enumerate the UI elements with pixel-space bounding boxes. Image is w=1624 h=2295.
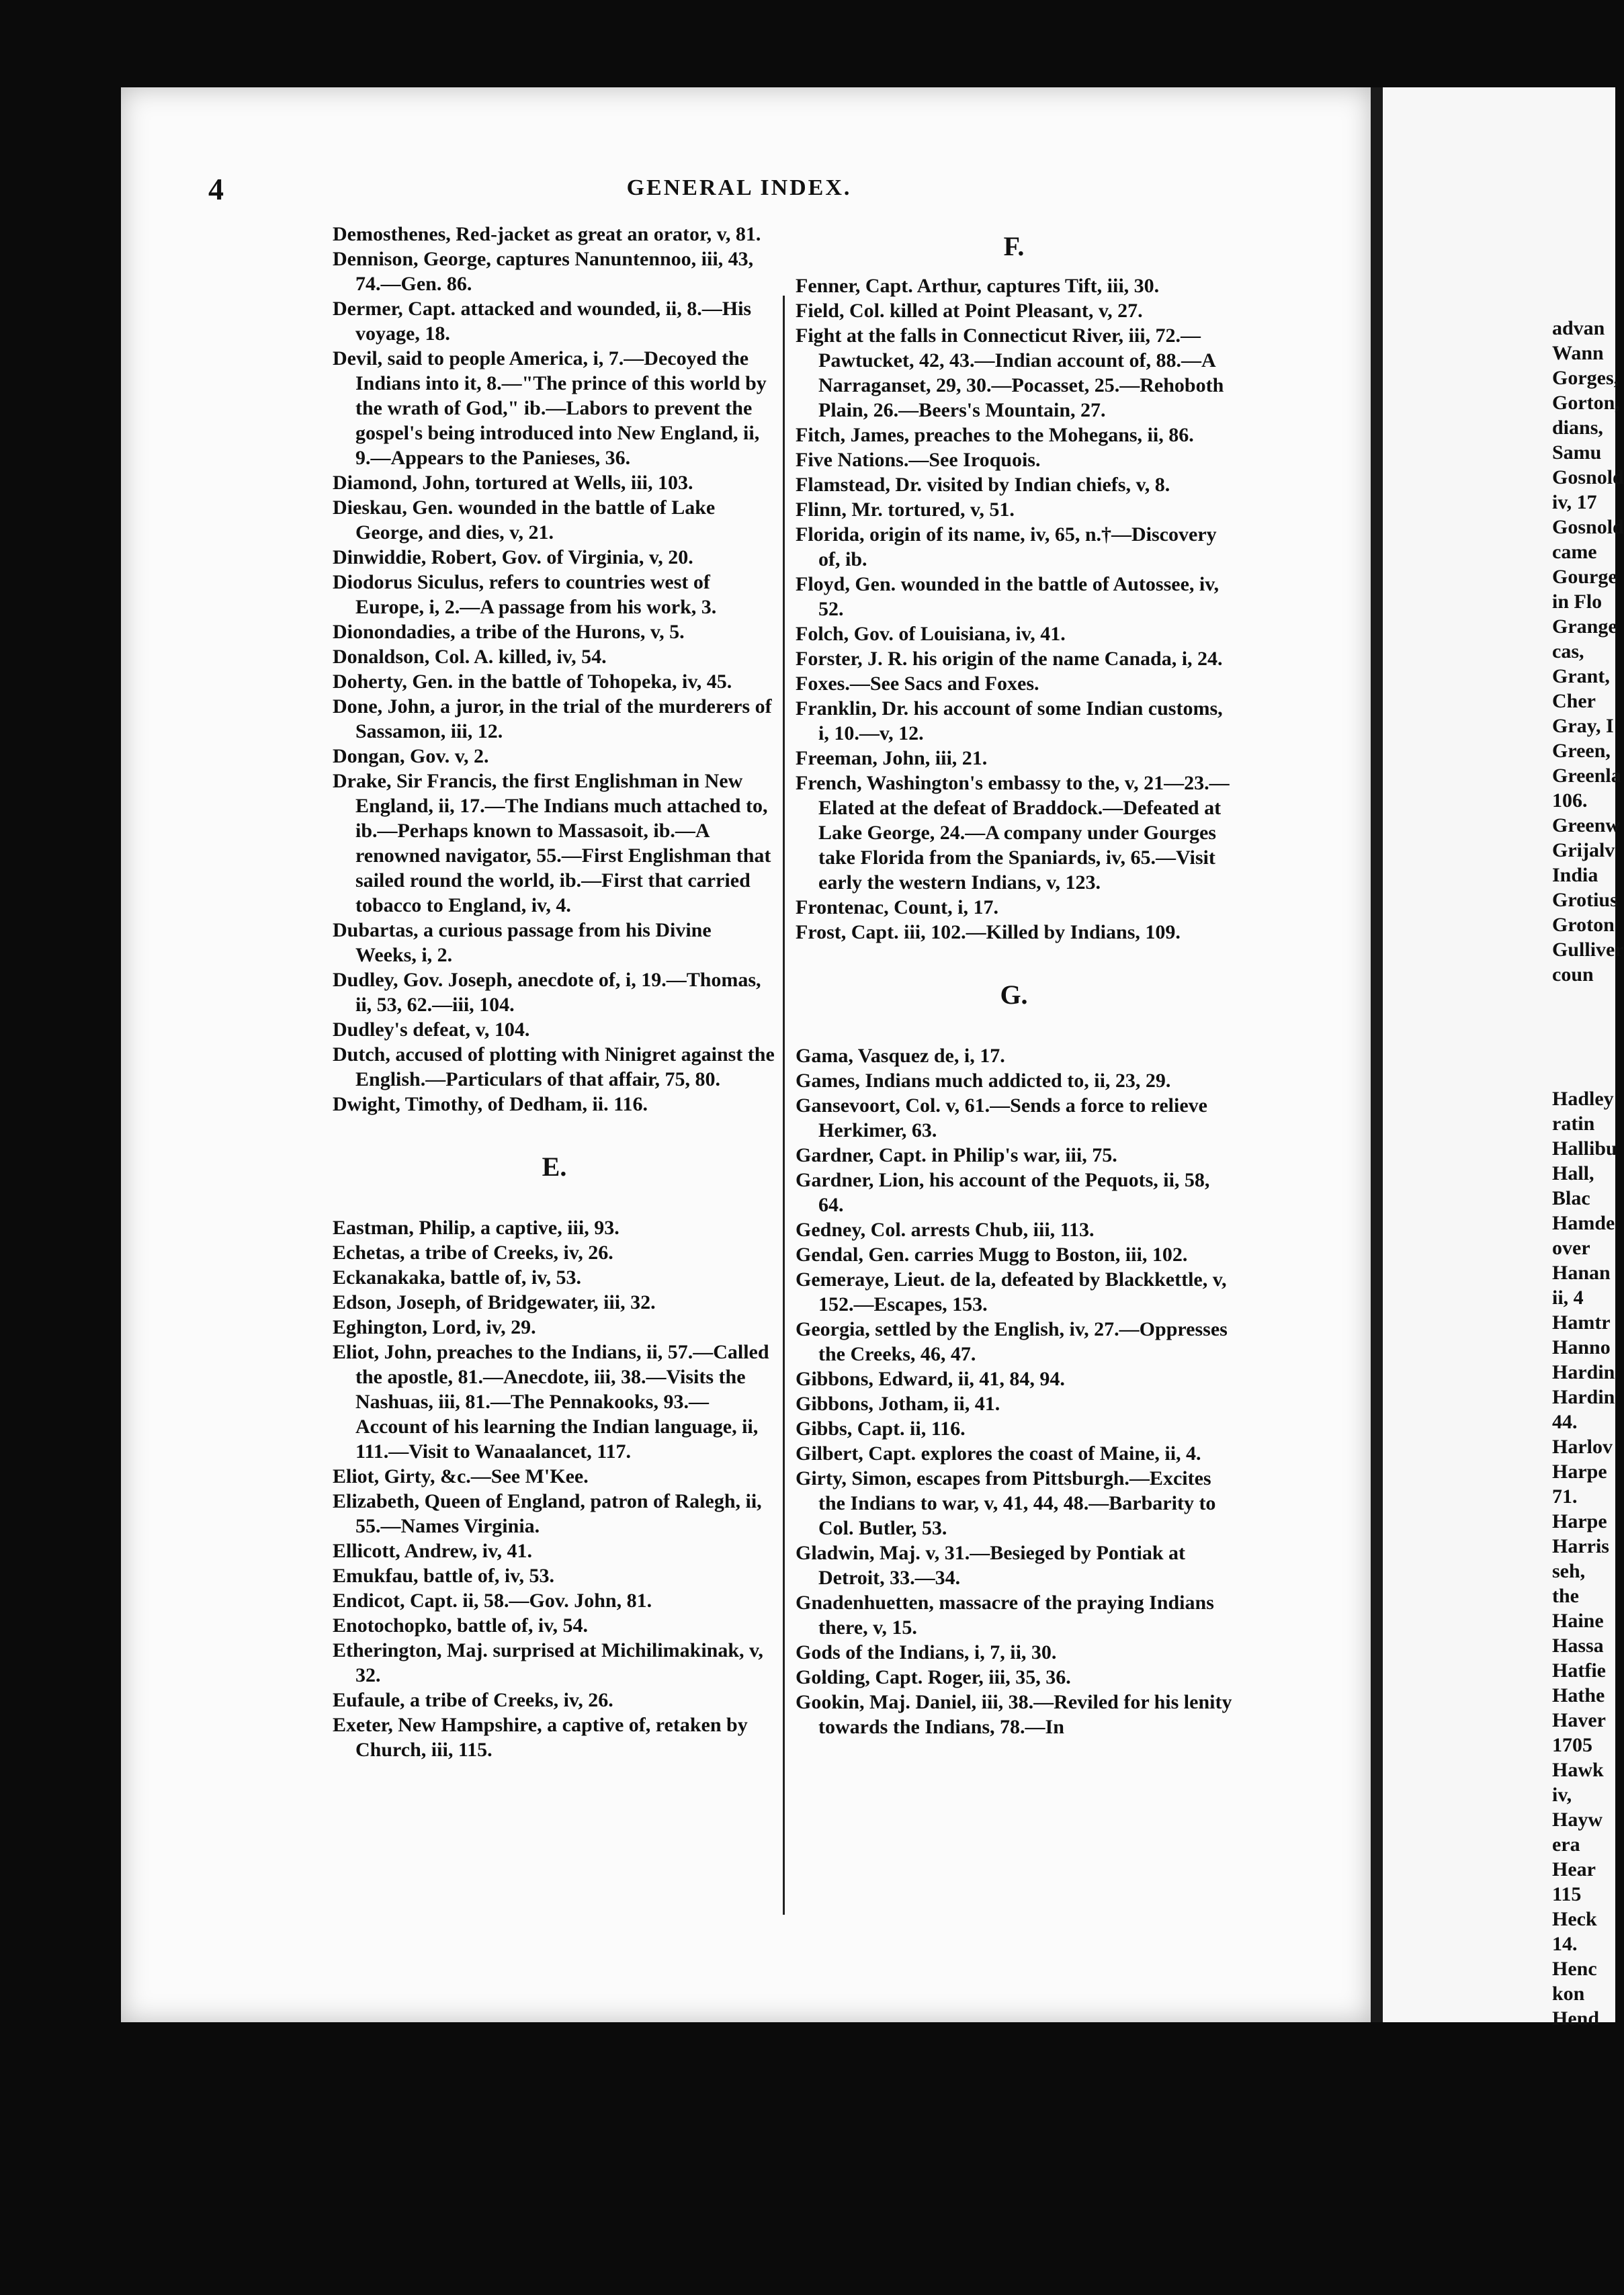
index-entry: Gama, Vasquez de, i, 17. <box>796 1045 1005 1067</box>
edge-line: 71. <box>1552 1485 1578 1508</box>
index-entry: Flamstead, Dr. visited by Indian chiefs, v, 8. <box>796 474 1170 496</box>
edge-line: iv, 17 <box>1552 491 1597 513</box>
index-entry: Etherington, Maj. surprised at Michilimakinak, v, 32. <box>333 1639 763 1686</box>
index-entry: Diodorus Siculus, refers to countries west of Europe, i, 2.—A passage from his work, 3. <box>333 571 717 618</box>
index-entry: Dionondadies, a tribe of the Hurons, v, 5. <box>333 621 685 643</box>
index-entry: Elizabeth, Queen of England, patron of Ralegh, ii, 55.—Names Virginia. <box>333 1490 762 1537</box>
edge-line: Gourge <box>1552 566 1617 588</box>
index-entry: Gladwin, Maj. v, 31.—Besieged by Pontiak at Detroit, 33.—34. <box>796 1542 1186 1589</box>
section-letter: E. <box>542 1152 567 1182</box>
index-entry: Golding, Capt. Roger, iii, 35, 36. <box>796 1666 1071 1688</box>
edge-line: Cher <box>1552 690 1596 712</box>
page-number: 4 <box>208 172 224 206</box>
edge-line <box>1552 987 1615 1012</box>
edge-line: Hardin <box>1552 1361 1615 1383</box>
index-entry: Forster, J. R. his origin of the name Canada, i, 24. <box>796 648 1223 670</box>
index-entry: Devil, said to people America, i, 7.—Decoyed the Indians into it, 8.—"The prince of this world by the wrath of God," ib.—Labors to prevent the gospel's being introduced into New England, ii, 9.—Appears to the Panieses, 36. <box>333 347 767 469</box>
edge-line: India <box>1552 864 1598 886</box>
edge-line: Hall, <box>1552 1162 1594 1184</box>
index-entry: Dudley's defeat, v, 104. <box>333 1019 530 1041</box>
edge-line: Hanno <box>1552 1336 1611 1358</box>
edge-line: kon <box>1552 1983 1585 2005</box>
edge-line: era <box>1552 1833 1580 1856</box>
index-entry: Edson, Joseph, of Bridgewater, iii, 32. <box>333 1291 656 1313</box>
page-header <box>208 171 1270 212</box>
index-entry: Foxes.—See Sacs and Foxes. <box>796 673 1039 695</box>
edge-line: Haver <box>1552 1709 1606 1731</box>
index-entry: Gods of the Indians, i, 7, ii, 30. <box>796 1641 1057 1663</box>
edge-line: Gulliver <box>1552 939 1624 961</box>
edge-line: iv, <box>1552 1784 1572 1806</box>
edge-line: Samu <box>1552 441 1602 464</box>
index-entry: Eliot, John, preaches to the Indians, ii, 57.—Called the apostle, 81.—Anecdote, iii, 38.—Visits the Nashuas, iii, 81.—The Pennakooks, 93.—Account of his learning the Indian language, ii, 111.—Visit to Wanaalancet, 117. <box>333 1341 769 1463</box>
index-entry: Georgia, settled by the English, iv, 27.—Oppresses the Creeks, 46, 47. <box>796 1318 1228 1365</box>
edge-line: 115 <box>1552 1883 1582 1905</box>
section-letter: F. <box>1003 231 1025 261</box>
edge-line <box>1552 1012 1615 1037</box>
edge-line: Harpe <box>1552 1510 1607 1532</box>
edge-line: 1705 <box>1552 1734 1592 1756</box>
edge-line: Greenw <box>1552 814 1621 836</box>
index-entry: Dermer, Capt. attacked and wounded, ii, 8.—His voyage, 18. <box>333 298 752 345</box>
edge-line: Greenla <box>1552 765 1621 787</box>
index-entry: Dutch, accused of plotting with Ninigret against the English.—Particulars of that affair, 75, 80. <box>333 1043 775 1090</box>
edge-line: Groton <box>1552 914 1615 936</box>
index-column-left <box>333 222 776 1762</box>
edge-line: Harpe <box>1552 1461 1607 1483</box>
edge-line: Grijalv <box>1552 839 1615 861</box>
index-entry: Echetas, a tribe of Creeks, iv, 26. <box>333 1242 613 1264</box>
index-entry: Gookin, Maj. Daniel, iii, 38.—Reviled for his lenity towards the Indians, 78.—In <box>796 1691 1232 1738</box>
index-entry: Diamond, John, tortured at Wells, iii, 103. <box>333 472 693 494</box>
index-entry: Five Nations.—See Iroquois. <box>796 449 1041 471</box>
edge-line: Hend <box>1552 2007 1600 2030</box>
edge-line: Harris <box>1552 1535 1609 1557</box>
edge-line: over <box>1552 1237 1590 1259</box>
edge-line: Green, <box>1552 740 1611 762</box>
edge-line <box>1552 1062 1615 1086</box>
index-entry: Girty, Simon, escapes from Pittsburgh.—Excites the Indians to war, v, 41, 44, 48.—Barbarity to Col. Butler, 53. <box>796 1467 1216 1539</box>
index-entry: Eufaule, a tribe of Creeks, iv, 26. <box>333 1689 613 1711</box>
index-entry: Field, Col. killed at Point Pleasant, v, 27. <box>796 300 1143 322</box>
edge-line: Henc <box>1552 1958 1597 1980</box>
index-entry: Frontenac, Count, i, 17. <box>796 896 998 918</box>
edge-line: Hardin <box>1552 1386 1615 1408</box>
edge-line: advan <box>1552 317 1605 339</box>
index-entry: Done, John, a juror, in the trial of the murderers of Sassamon, iii, 12. <box>333 695 772 742</box>
edge-line: Hallibu <box>1552 1137 1617 1160</box>
index-entry: Gedney, Col. arrests Chub, iii, 113. <box>796 1219 1095 1241</box>
index-entry: Gansevoort, Col. v, 61.—Sends a force to relieve Herkimer, 63. <box>796 1094 1207 1141</box>
index-entry: Flinn, Mr. tortured, v, 51. <box>796 499 1015 521</box>
edge-line: seh, <box>1552 1560 1586 1582</box>
index-entry: Frost, Capt. iii, 102.—Killed by Indians, 109. <box>796 921 1181 943</box>
index-entry: Gardner, Lion, his account of the Pequots, ii, 58, 64. <box>796 1169 1210 1216</box>
edge-line: 14. <box>1552 1933 1578 1955</box>
index-entry: Gibbons, Jotham, ii, 41. <box>796 1393 1000 1415</box>
index-entry: Drake, Sir Francis, the first Englishman in New England, ii, 17.—The Indians much attached to, ib.—Perhaps known to Massasoit, ib.—A renowned navigator, 55.—First Englishman that sailed round the world, ib.—First that carried tobacco to England, iv, 4. <box>333 770 771 916</box>
index-entry: Ellicott, Andrew, iv, 41. <box>333 1540 532 1562</box>
edge-line: Hathe <box>1552 1684 1605 1706</box>
edge-line <box>1552 1037 1615 1062</box>
index-column-right <box>779 222 1232 1739</box>
index-entry: Dubartas, a curious passage from his Divine Weeks, i, 2. <box>333 919 712 966</box>
edge-line: in Flo <box>1552 591 1602 613</box>
index-entry: Floyd, Gen. wounded in the battle of Autossee, iv, 52. <box>796 573 1220 620</box>
index-entry: Fitch, James, preaches to the Mohegans, ii, 86. <box>796 424 1194 446</box>
adjacent-page-fragment <box>1552 316 1624 2031</box>
edge-line: Hear <box>1552 1858 1596 1880</box>
edge-line: Grant, <box>1552 665 1610 687</box>
edge-line: Grotius <box>1552 889 1618 911</box>
index-entry: Dwight, Timothy, of Dedham, ii. 116. <box>333 1093 648 1115</box>
edge-line: ii, 4 <box>1552 1287 1584 1309</box>
index-entry: Donaldson, Col. A. killed, iv, 54. <box>333 646 607 668</box>
edge-line: Hamtr <box>1552 1311 1611 1334</box>
edge-line: 106. <box>1552 789 1588 812</box>
index-entry: Dongan, Gov. v, 2. <box>333 745 489 767</box>
edge-line: Hatfie <box>1552 1659 1606 1682</box>
index-entry: Gardner, Capt. in Philip's war, iii, 75. <box>796 1144 1117 1166</box>
index-entry: Fenner, Capt. Arthur, captures Tift, iii, 30. <box>796 275 1160 297</box>
index-entry: Florida, origin of its name, iv, 65, n.†—Discovery of, ib. <box>796 523 1217 570</box>
index-entry: Gnadenhuetten, massacre of the praying Indians there, v, 15. <box>796 1592 1214 1639</box>
edge-line: the <box>1552 1585 1579 1607</box>
edge-line: 44. <box>1552 1411 1578 1433</box>
index-entry: Gemeraye, Lieut. de la, defeated by Blackkettle, v, 152.—Escapes, 153. <box>796 1268 1227 1315</box>
edge-line: Grange <box>1552 615 1617 638</box>
index-entry: Dinwiddie, Robert, Gov. of Virginia, v, 20. <box>333 546 693 568</box>
index-entry: Gilbert, Capt. explores the coast of Maine, ii, 4. <box>796 1442 1201 1465</box>
index-entry: Demosthenes, Red-jacket as great an orator, v, 81. <box>333 223 761 245</box>
index-entry: Dieskau, Gen. wounded in the battle of Lake George, and dies, v, 21. <box>333 496 716 544</box>
edge-line: came <box>1552 541 1597 563</box>
index-entry: Doherty, Gen. in the battle of Tohopeka, iv, 45. <box>333 670 732 693</box>
index-entry: Freeman, John, iii, 21. <box>796 747 988 769</box>
edge-line: Hassa <box>1552 1635 1604 1657</box>
index-entry: Enotochopko, battle of, iv, 54. <box>333 1614 589 1637</box>
index-entry: Fight at the falls in Connecticut River, iii, 72.—Pawtucket, 42, 43.—Indian account of, 88.—A Narraganset, 29, 30.—Pocasset, 25.—Rehoboth Plain, 26.—Beers's Mountain, 27. <box>796 324 1224 421</box>
index-entry: Dennison, George, captures Nanuntennoo, iii, 43, 74.—Gen. 86. <box>333 248 754 295</box>
index-entry: Eghington, Lord, iv, 29. <box>333 1316 536 1338</box>
running-title: GENERAL INDEX. <box>626 175 852 200</box>
index-entry: Eastman, Philip, a captive, iii, 93. <box>333 1217 619 1239</box>
index-entry: Dudley, Gov. Joseph, anecdote of, i, 19.—Thomas, ii, 53, 62.—iii, 104. <box>333 969 761 1016</box>
edge-line: dians, <box>1552 417 1603 439</box>
edge-line: Hadley <box>1552 1088 1614 1110</box>
index-entry: Eckanakaka, battle of, iv, 53. <box>333 1266 582 1289</box>
index-entry: French, Washington's embassy to the, v, 21—23.—Elated at the defeat of Braddock.—Defeated at Lake George, 24.—A company under Gourges take Florida from the Spaniards, iv, 65.—Visit early the western Indians, v, 123. <box>796 772 1230 894</box>
edge-line: ratin <box>1552 1113 1595 1135</box>
section-letter: G. <box>1000 980 1028 1010</box>
edge-line: Haine <box>1552 1610 1604 1632</box>
edge-line: Gorton, <box>1552 392 1620 414</box>
index-entry: Franklin, Dr. his account of some Indian customs, i, 10.—v, 12. <box>796 697 1223 744</box>
edge-line: cas, <box>1552 640 1584 662</box>
edge-line: Blac <box>1552 1187 1590 1209</box>
edge-line: Hawk <box>1552 1759 1604 1781</box>
index-entry: Gibbons, Edward, ii, 41, 84, 94. <box>796 1368 1065 1390</box>
index-entry: Folch, Gov. of Louisiana, iv, 41. <box>796 623 1066 645</box>
index-entry: Emukfau, battle of, iv, 53. <box>333 1565 555 1587</box>
index-entry: Eliot, Girty, &c.—See M'Kee. <box>333 1465 589 1487</box>
edge-line: Heck <box>1552 1908 1597 1930</box>
index-entry: Games, Indians much addicted to, ii, 23, 29. <box>796 1070 1171 1092</box>
edge-line: Gosnold <box>1552 466 1624 488</box>
index-entry: Exeter, New Hampshire, a captive of, retaken by Church, iii, 115. <box>333 1714 748 1761</box>
edge-line: Gorges, <box>1552 367 1619 389</box>
index-entry: Gendal, Gen. carries Mugg to Boston, iii, 102. <box>796 1244 1188 1266</box>
index-entry: Endicot, Capt. ii, 58.—Gov. John, 81. <box>333 1590 652 1612</box>
edge-line: Wann <box>1552 342 1604 364</box>
edge-line: Hamde <box>1552 1212 1615 1234</box>
edge-line: Gosnold <box>1552 516 1624 538</box>
index-entry: Gibbs, Capt. ii, 116. <box>796 1418 966 1440</box>
edge-line: Hanan <box>1552 1262 1611 1284</box>
edge-line: Gray, I <box>1552 715 1614 737</box>
edge-line: coun <box>1552 963 1594 986</box>
edge-line: Hayw <box>1552 1809 1602 1831</box>
edge-line: Harlov <box>1552 1436 1613 1458</box>
